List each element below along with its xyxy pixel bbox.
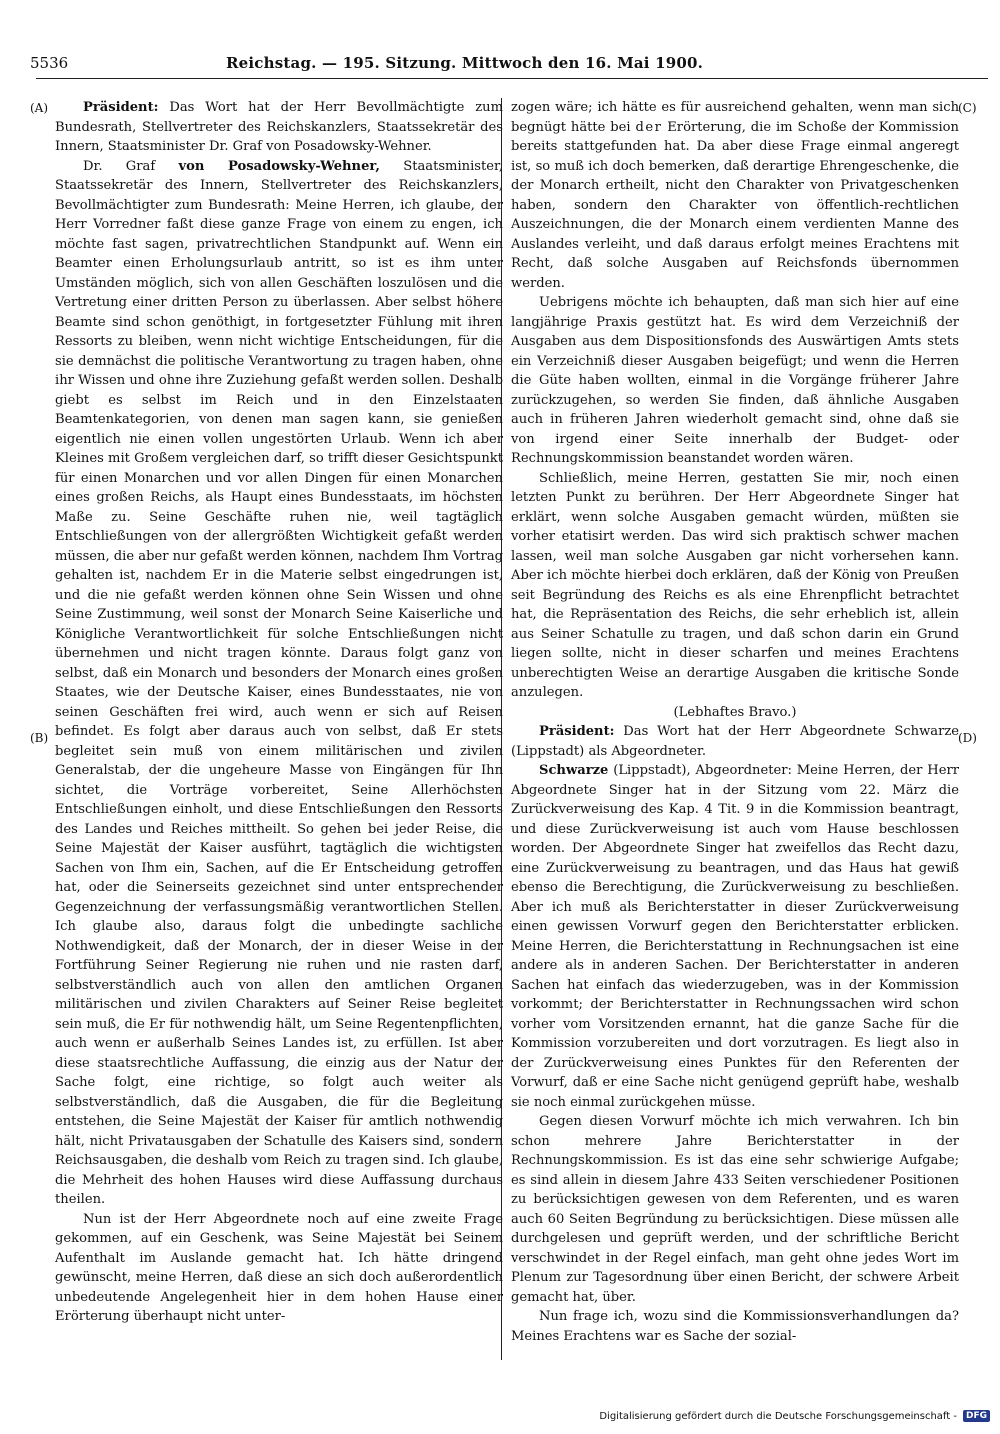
paragraph: Gegen diesen Vorwurf möchte ich mich verwahren. Ich bin schon mehrere Jahre Berichterstatter in der Rechnungskommission. Es ist das eine sehr schwierige Aufgabe; es sind allein in diesem Jahre 433 Seiten verschiedener Positionen zu berücksichtigen gewesen von dem Referenten, und es waren auch 60 Seiten Begründung zu berücksichtigen. Diese müssen alle durchgelesen und geprüft werden, und der schriftliche Bericht verschwindet in der Regel einfach, man geht ohne jedes Wort im Plenum zur Tagesordnung über einen Bericht, der schwere Arbeit gemacht hat, über. xyxy=(511,1114,959,1305)
paragraph: Uebrigens möchte ich behaupten, daß man sich hier auf eine langjährige Praxis gestützt hat. Es wird dem Verzeichniß der Ausgaben aus dem Dispositionsfonds des Auswärtigen Amts stets ein Verzeichniß dieser Ausgaben beigefügt; und wenn die Herren die Güte haben wollten, einmal in die Vorgänge früherer Jahre zurückzugehen, so werden Sie finden, daß ähnliche Ausgaben auch in früheren Jahren wiederholt gemacht sind, ohne daß sie von irgend einer Seite innerhalb der Budget- oder Rechnungskommission beanstandet worden wären. xyxy=(511,295,959,466)
paragraph: Nun frage ich, wozu sind die Kommissionsverhandlungen da? Meines Erachtens war es Sache der sozial- xyxy=(511,1309,959,1344)
speech-text: zogen wäre; ich hätte es für ausreichend gehalten, wenn man sich begnügt hätte bei xyxy=(511,100,959,135)
speaker-name: von Posadowsky-Wehner, xyxy=(178,158,380,174)
speech-text: Erörterung, die im Schoße der Kommission bereits stattgefunden hat. Da aber diese Frage einmal angeregt ist, so muß ich doch bemerken, daß derartige Ehrengeschenke, die der Monarch ertheilt, nicht den Charakter von Privatgeschenken haben, sondern den Charakter von öffentlich-rechtlichen Auszeichnungen, die der Monarch einem verdienten Manne des Auslandes verleiht, und daß daraus erfolgt meines Erachtens mit Recht, daß solche Ausgaben auf Reichsfonds übernommen werden. xyxy=(511,119,959,291)
speaker-name: Präsident: xyxy=(83,100,159,115)
speaker-name: Schwarze xyxy=(539,763,609,778)
paragraph xyxy=(511,98,959,293)
margin-mark-c: (C) xyxy=(958,101,977,115)
paragraph xyxy=(511,761,959,1112)
paragraph xyxy=(55,157,503,1210)
paragraph xyxy=(55,98,503,157)
speaker-name: Präsident: xyxy=(539,724,615,739)
paragraph xyxy=(511,722,959,761)
left-column xyxy=(55,98,503,1360)
margin-mark-b: (B) xyxy=(30,731,49,745)
paragraph: Nun ist der Herr Abgeordnete noch auf eine zweite Frage gekommen, auf ein Geschenk, was Seine Majestät bei Seinem Aufenthalt im Auslande gemacht hat. Ich hätte dringend gewünscht, meine Herren, daß diese an sich doch außerordentlich unbedeutende Angelegenheit hier in dem hohen Hause einer Erörterung überhaupt nicht unter- xyxy=(55,1211,503,1324)
page-header xyxy=(36,0,988,98)
margin-mark-d: (D) xyxy=(958,731,977,745)
emphasis-text: der xyxy=(635,119,663,135)
paragraph: Schließlich, meine Herren, gestatten Sie mir, noch einen letzten Punkt zu berühren. Der Herr Abgeordnete Singer hat erklärt, wenn solche Ausgaben gemacht würden, müßten sie vorher etatisirt werden. Das wird sich praktisch schwer machen lassen, weil man solche Ausgaben gar nicht vorhersehen kann. Aber ich möchte hierbei doch erklären, daß der König von Preußen seit Begründung des Reichs es als eine Ehrenpflicht betrachtet hat, die Repräsentation des Reichs, die sehr erheblich ist, allein aus Seiner Schatulle zu tragen, und daß schon darin ein Grund liegen sollte, nicht in dieser scharfen und meines Erachtens unberechtigten Weise an derartige Ausgaben die kritische Sonde anzulegen. xyxy=(511,470,959,700)
header-rule xyxy=(36,78,988,79)
speech-text: Das Wort hat der Herr Bevollmächtigte zum Bundesrath, Stellvertreter des Reichskanzlers, Staatssekretär des Innern, Staatsminister Dr. Graf von Posadowsky-Wehner. xyxy=(55,100,503,154)
speech-text: (Lippstadt), Abgeordneter: Meine Herren, der Herr Abgeordnete Singer hat in der Sitzung vom 22. März die Zurückverweisung des Kap. 4 Tit. 9 in die Kommission beantragt, und diese Zurückverweisung ist auch vom Hause beschlossen worden. Der Abgeordnete Singer hat zweifellos das Recht dazu, eine Zurückverweisung zu beantragen, und das Haus hat gewiß ebenso die Berechtigung, die Zurückverweisung zu beschließen. Aber ich muß als Berichterstatter in dieser Zurückverweisung einen gewissen Vorwurf gegen den Berichterstatter erblicken. Meine Herren, die Berichterstattung in Rechnungsachen ist eine andere als in anderen Sachen. Der Berichterstatter in anderen Sachen hat einfach das wiederzugeben, was in der Kommission vorkommt; der Berichterstatter in Rechnungssachen wird schon vorher vom Vorsitzenden ernannt, hat die ganze Sache für die Kommission vorzubereiten und dort vorzutragen. Es liegt also in der Zurückverweisung eines Punktes für den Referenten der Vorwurf, daß er eine Sache nicht genügend geprüft habe, weshalb sie noch einmal zurückgehen müsse. xyxy=(511,763,959,1110)
speech-text: Das Wort hat der Herr Abgeordnete Schwarze (Lippstadt) als Abgeordneter. xyxy=(511,724,959,759)
footer-text: Digitalisierung gefördert durch die Deutsche Forschungsgemeinschaft - xyxy=(599,1410,957,1422)
speech-text: Staatsminister, Staatssekretär des Innern, Stellvertreter des Reichskanzlers, Bevollmächtigter zum Bundesrath: Meine Herren, ich glaube, der Herr Vorredner faßt diese ganze Frage von einem zu engen, ich möchte fast sagen, privatrechtlichen Standpunkt auf. Wenn ein Beamter einen Erholungsurlaub antritt, so ist es ihm unter Umständen möglich, sich von allen Geschäften loszulösen und die Vertretung einer dritten Person zu überlassen. Aber selbst höhere Beamte sind schon genöthigt, in fortgesetzter Fühlung mit ihren Ressorts zu bleiben, wenn nicht wichtige Entscheidungen, für die sie demnächst die politische Verantwortung zu tragen haben, ohne ihr Wissen und ohne ihre Zuziehung gefaßt werden sollen. Deshalb giebt es selbst im Reich und in den Einzelstaaten Beamtenkategorien, von denen man sagen kann, sie genießen eigentlich nie einen vollen ungestörten Urlaub. Wenn ich aber Kleines mit Großem vergleichen darf, so trifft dieser Gesichtspunkt für einen Monarchen und vor allen Dingen für einen Monarchen eines großen Reichs, als Haupt eines Bundesstaats, im höchsten Maße zu. Seine Geschäfte ruhen nie, weil tagtäglich Entschließungen von der allergrößten Wichtigkeit gefaßt werden müssen, die aber nur gefaßt werden können, nachdem Ihm Vortrag gehalten ist, nachdem Er in die Materie selbst eingedrungen ist, und die nie gefaßt werden können ohne Sein Wissen und ohne Seine Zustimmung, weil sonst der Monarch Seine Kaiserliche und Königliche Verantwortlichkeit für solche Entschließungen nicht übernehmen und nicht tragen könnte. Daraus folgt ganz von selbst, daß ein Monarch und besonders der Monarch eines großen Staates, wie der Deutsche Kaiser, eines Bundesstaates, nie von seinen Geschäften frei wird, auch wenn er sich auf Reisen befindet. Es folgt aber daraus auch von selbst, daß Er stets begleitet sein muß von einem militärischen und zivilen Generalstab, der die ungeheure Masse von Eingängen für Ihn sichtet, die Vorträge vorbereitet, Seine Allerhöchsten Entschließungen einholt, und diese Entschließungen den Ressorts des Landes und Reiches mittheilt. So gehen bei jeder Reise, die Seine Majestät der Kaiser ausführt, tagtäglich die wichtigsten Sachen von Ihm ein, Sachen, auf die Er Entscheidung getroffen hat, oder die Seinerseits gezeichnet sind unter entsprechender Gegenzeichnung der verfassungsmäßig verantwortlichen Stellen. Ich glaube also, daraus folgt die unbedingte sachliche Nothwendigkeit, daß der Monarch, der in dieser Weise in der Fortführung Seiner Regierung nie ruhen und nie rasten darf, selbstverständlich auch von allen den amtlichen Organen militärischen und zivilen Charakters auf Seiner Reise begleitet sein muß, die Er für nothwendig hält, um Seine Regentenpflichten, auch wenn er außerhalb Seines Landes ist, zu erfüllen. Ist aber diese staatsrechtliche Auffassung, die einzig aus der Natur der Sache folgt, eine richtige, so folgt auch weiter als selbstverständlich, daß die Ausgaben, die für die Begleitung entstehen, die Seine Majestät der Kaiser für amtlich nothwendig hält, nicht Privatausgaben der Schatulle des Kaisers sind, sondern Reichsausgaben, die deshalb vom Reich zu tragen sind. Ich glaube, die Mehrheit des hohen Hauses wird diese Auffassung durchaus theilen. xyxy=(55,158,503,1207)
margin-mark-a: (A) xyxy=(30,101,49,115)
page-number: 5536 xyxy=(30,54,69,72)
digitization-footer xyxy=(599,1410,990,1422)
running-head: Reichstag. — 195. Sitzung. Mittwoch den 16. Mai 1900. xyxy=(226,54,704,72)
dfg-logo: DFG xyxy=(963,1410,990,1422)
speaker-title: Dr. Graf xyxy=(83,158,179,174)
applause-note: (Lebhaftes Bravo.) xyxy=(673,704,797,720)
right-column xyxy=(511,98,959,1360)
